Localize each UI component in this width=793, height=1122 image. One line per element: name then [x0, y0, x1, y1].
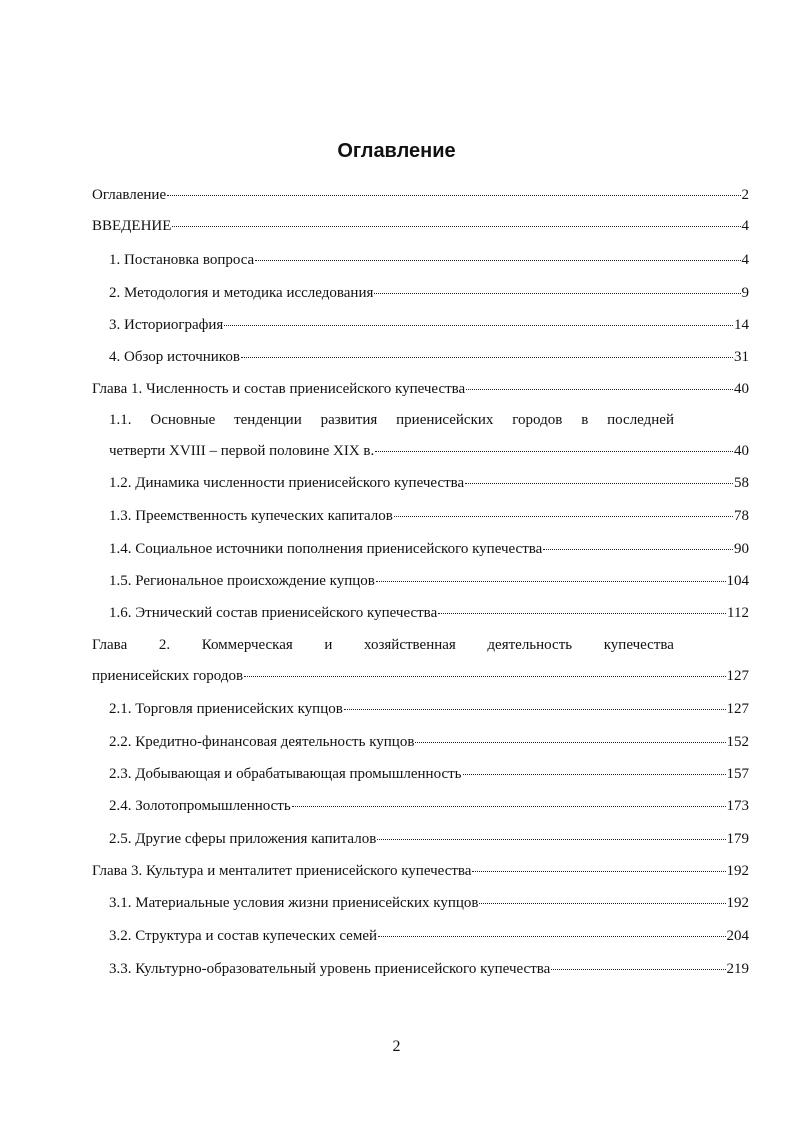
toc-word: хозяйственная [364, 637, 456, 653]
dot-leader [377, 839, 725, 840]
dot-leader [255, 260, 740, 261]
toc-entry-multiline[interactable] [92, 636, 749, 654]
toc-entry-page: 90 [734, 541, 749, 557]
toc-entry[interactable] [109, 251, 749, 269]
toc-entry-text: приенисейских городов [92, 668, 244, 684]
toc-entry[interactable] [109, 927, 749, 945]
toc-entry-text: Глава 3. Культура и менталитет приенисейского купечества [92, 863, 472, 879]
page-number: 2 [392, 1038, 401, 1055]
toc-entry-text: 2.4. Золотопромышленность [109, 798, 291, 814]
toc-entry-text: 2.2. Кредитно-финансовая деятельность купцов [109, 734, 415, 750]
toc-word: городов [512, 412, 563, 428]
toc-entry[interactable] [109, 604, 749, 622]
toc-entry[interactable] [109, 960, 749, 978]
dot-leader [463, 774, 726, 775]
dot-leader [465, 483, 733, 484]
toc-word: развития [320, 412, 378, 428]
toc-entry-text: 1.2. Динамика численности приенисейского купечества [109, 475, 465, 491]
toc-entry-page: 192 [726, 863, 749, 879]
toc-entry-page: 2 [741, 187, 749, 203]
toc-entry-multiline[interactable] [109, 411, 749, 429]
toc-entry-page: 127 [726, 701, 749, 717]
toc-entry-first-line [109, 411, 674, 429]
toc-entry-second-line[interactable] [92, 667, 749, 685]
toc-entry[interactable] [109, 316, 749, 334]
dot-leader [466, 389, 733, 390]
toc-word: 1.1. [109, 412, 132, 428]
toc-entry-text: 1.3. Преемственность купеческих капиталов [109, 508, 393, 524]
toc-word: деятельность [487, 637, 573, 653]
toc-entry-text: 1.6. Этнический состав приенисейского купечества [109, 605, 438, 621]
toc-entry-text: 3.3. Культурно-образовательный уровень приенисейского купечества [109, 961, 551, 977]
toc-word: 2. [158, 637, 171, 653]
toc-word: Глава [92, 637, 128, 653]
toc-entry-page: 4 [741, 252, 749, 268]
dot-leader [241, 357, 733, 358]
dot-leader [378, 936, 725, 937]
toc-word: купечества [603, 637, 674, 653]
toc-word: в [581, 412, 589, 428]
toc-entry-page: 157 [726, 766, 749, 782]
toc-entry-page: 179 [726, 831, 749, 847]
dot-leader [244, 676, 725, 677]
toc-entry-page: 192 [726, 895, 749, 911]
dot-leader [394, 516, 733, 517]
dot-leader [224, 325, 733, 326]
toc-entry-page: 58 [734, 475, 749, 491]
toc-entry-page: 78 [734, 508, 749, 524]
toc-entry[interactable] [109, 284, 749, 302]
toc-entry-page: 104 [726, 573, 749, 589]
toc-entry-page: 173 [726, 798, 749, 814]
toc-word: приенисейских [396, 412, 494, 428]
toc-entry-page: 14 [734, 317, 749, 333]
page-title: Оглавление [337, 140, 456, 162]
toc-entry-second-line[interactable] [109, 442, 749, 460]
dot-leader [543, 549, 733, 550]
toc-entry-text: 2.3. Добывающая и обрабатывающая промышленность [109, 766, 462, 782]
toc-entry[interactable] [109, 348, 749, 366]
toc-entry-page: 152 [726, 734, 749, 750]
toc-entry-text: Глава 1. Численность и состав приенисейского купечества [92, 381, 466, 397]
toc-entry-text: 3. Историография [109, 317, 224, 333]
dot-leader [479, 903, 725, 904]
dot-leader [167, 195, 740, 196]
toc-entry[interactable] [109, 765, 749, 783]
toc-entry-text: 4. Обзор источников [109, 349, 240, 365]
toc-entry-text: 3.1. Материальные условия жизни приенисейских купцов [109, 895, 479, 911]
toc-entry-text: четверти XVIII – первой половине XIX в. [109, 443, 375, 459]
toc-entry-text: ВВЕДЕНИЕ [92, 218, 172, 234]
toc-entry-page: 9 [741, 285, 749, 301]
toc-entry-page: 31 [734, 349, 749, 365]
toc-entry[interactable] [109, 733, 749, 751]
toc-entry-text: 2. Методология и методика исследования [109, 285, 374, 301]
toc-entry[interactable] [92, 862, 749, 880]
toc-entry-text: 1.4. Социальное источники пополнения приенисейского купечества [109, 541, 543, 557]
dot-leader [415, 742, 725, 743]
toc-entry-page: 112 [727, 605, 749, 621]
toc-entry-page: 40 [734, 443, 749, 459]
toc-entry-page: 127 [726, 668, 749, 684]
toc-entry[interactable] [92, 380, 749, 398]
toc-entry[interactable] [109, 572, 749, 590]
dot-leader [438, 613, 726, 614]
toc-entry[interactable] [109, 797, 749, 815]
toc-entry[interactable] [109, 894, 749, 912]
toc-entry[interactable] [109, 830, 749, 848]
toc-word: тенденции [234, 412, 302, 428]
toc-word: Коммерческая [201, 637, 293, 653]
toc-entry[interactable] [109, 474, 749, 492]
toc-entry-text: Оглавление [92, 187, 167, 203]
toc-entry-page: 219 [726, 961, 749, 977]
dot-leader [344, 709, 726, 710]
toc-entry[interactable] [92, 186, 749, 204]
dot-leader [551, 969, 725, 970]
toc-entry[interactable] [109, 700, 749, 718]
toc-entry-page: 4 [741, 218, 749, 234]
dot-leader [376, 581, 726, 582]
toc-entry[interactable] [92, 217, 749, 235]
toc-entry[interactable] [109, 540, 749, 558]
toc-entry-text: 1. Постановка вопроса [109, 252, 255, 268]
toc-entry-text: 1.5. Региональное происхождение купцов [109, 573, 375, 589]
dot-leader [172, 226, 740, 227]
dot-leader [292, 806, 726, 807]
toc-entry-text: 3.2. Структура и состав купеческих семей [109, 928, 378, 944]
toc-word: и [324, 637, 333, 653]
toc-entry-text: 2.1. Торговля приенисейских купцов [109, 701, 343, 717]
toc-entry-text: 2.5. Другие сферы приложения капиталов [109, 831, 377, 847]
toc-entry[interactable] [109, 507, 749, 525]
toc-entry-first-line [92, 636, 674, 654]
dot-leader [472, 871, 725, 872]
dot-leader [374, 293, 740, 294]
toc-entry-page: 40 [734, 381, 749, 397]
toc-entry-page: 204 [726, 928, 749, 944]
dot-leader [375, 451, 733, 452]
toc-word: Основные [150, 412, 216, 428]
toc-word: последней [607, 412, 674, 428]
